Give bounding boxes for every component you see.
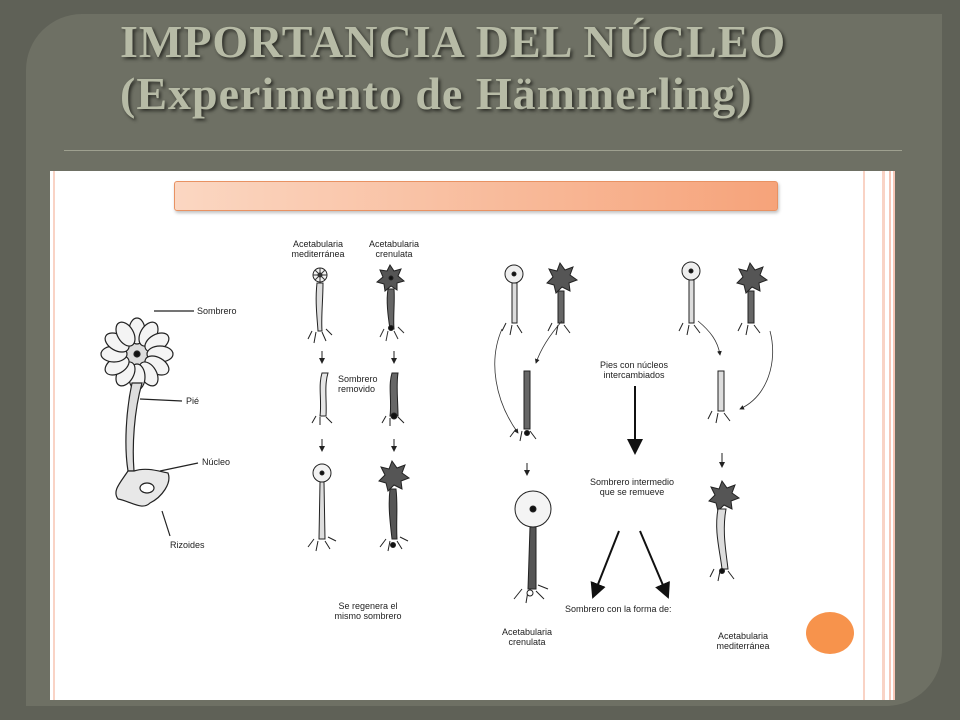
label-sombrero: Sombrero — [197, 306, 237, 316]
acetabularia-crenulata-cell — [377, 265, 404, 341]
label-result-crenulata: Acetabularia crenulata — [501, 627, 553, 647]
label-acetabularia-mediterranea: Acetabularia mediterránea — [291, 239, 345, 259]
label-sombrero-intermedio: Sombrero intermedio que se remueve — [589, 477, 675, 497]
title-line-1: IMPORTANCIA DEL NÚCLEO — [120, 16, 787, 67]
regenerated-stage — [308, 461, 409, 551]
hammerling-diagram — [50, 171, 895, 700]
label-sombrero-removido: Sombrero removido — [338, 374, 378, 394]
label-result-mediterranea: Acetabularia mediterránea — [716, 631, 770, 651]
content-panel — [50, 171, 895, 700]
title-underline — [64, 150, 902, 151]
title-line-2: (Experimento de Hämmerling) — [120, 68, 753, 119]
label-nucleo: Núcleo — [202, 457, 231, 467]
acetabularia-anatomy — [101, 311, 198, 536]
label-acetabularia-crenulata: Acetabularia crenulata — [368, 239, 420, 259]
slide-title — [120, 16, 920, 120]
acetabularia-mediterranea-cell — [308, 268, 332, 343]
label-pie: Pié — [186, 396, 200, 406]
label-rizoides: Rizoides — [170, 540, 205, 550]
label-se-regenera: Se regenera el mismo sombrero — [334, 601, 402, 621]
label-forma: Sombrero con la forma de: — [565, 604, 672, 614]
cap-flower-large — [101, 318, 173, 390]
label-pies-intercambiados: Pies con núcleos intercambiados — [599, 360, 669, 380]
accent-dot — [806, 612, 854, 654]
